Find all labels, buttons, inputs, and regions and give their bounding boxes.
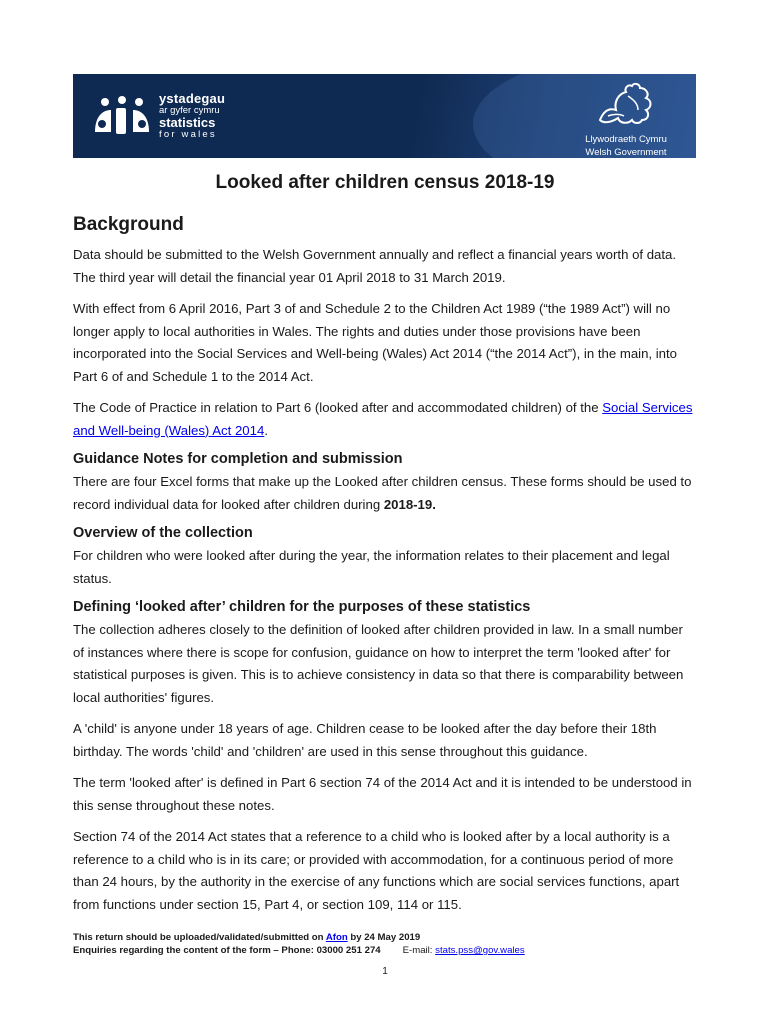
background-paragraph-3-text: The Code of Practice in relation to Part 6 (looked after and accommodated children) of the	[73, 400, 603, 415]
background-paragraph-3	[73, 397, 697, 442]
afon-link[interactable]: Afon	[325, 932, 348, 943]
page-footer	[73, 931, 697, 957]
footer-submission-text: This return should be uploaded/validated/submitted on	[73, 932, 326, 943]
defining-paragraph-1: The collection adheres closely to the definition of looked after children provided in law. In a small number of instances where there is scope for confusion, guidance on how to interpret the term 'looked after' for statistical purposes is given. This is to achieve consistency in data so that there is comparability between local authorities' figures.	[73, 622, 684, 705]
document-body	[73, 214, 697, 925]
footer-email	[403, 945, 525, 956]
social-services-act-link[interactable]: Social Services and Well-being (Wales) Act 2014	[73, 400, 693, 438]
defining-heading: Defining ‘looked after’ children for the purposes of these statistics	[73, 599, 531, 615]
background-paragraph-3-end: .	[264, 422, 268, 438]
welsh-government-logo	[576, 80, 676, 158]
guidance-paragraph-text: There are four Excel forms that make up the Looked after children census. These forms should be used to record individual data for looked after children during	[73, 474, 692, 512]
footer-submission-line	[73, 931, 697, 944]
background-heading: Background	[73, 214, 184, 235]
overview-paragraph: For children who were looked after during the year, the information relates to their placement and legal status.	[73, 548, 670, 586]
header-banner	[73, 74, 696, 158]
welsh-dragon-icon	[594, 80, 658, 128]
overview-heading: Overview of the collection	[73, 525, 253, 541]
gov-logo-text-cymraeg: Llywodraeth Cymru	[585, 134, 667, 145]
background-paragraph-2: With effect from 6 April 2016, Part 3 of and Schedule 2 to the Children Act 1989 (“the 1989 Act”) will no longer apply to local authorities in Wales. The rights and duties under those provisions have been incorporated into the Social Services and Well-being (Wales) Act 2014 (“the 2014 Act”), in the main, into Part 6 of and Schedule 1 to the 2014 Act.	[73, 301, 678, 384]
logo-text-ystadegau: ystadegau	[159, 91, 226, 107]
statistics-mark-icon	[91, 94, 153, 138]
logo-text-ar-gyfer-cymru: ar gyfer cymru	[159, 105, 220, 117]
defining-paragraph-4: Section 74 of the 2014 Act states that a reference to a child who is looked after by a local authority is a reference to a child who is in its care; or provided with accommodation, for a continuous period of more than 24 hours, by the authority in the exercise of any functions which are social services functions, apart from functions under section 15, Part 4, or section 109, 114 or 115.	[73, 829, 680, 912]
footer-email-label: E-mail:	[402, 945, 436, 956]
background-paragraph-1: Data should be submitted to the Welsh Government annually and reflect a financial years worth of data. The third year will detail the financial year 01 April 2018 to 31 March 2019.	[73, 247, 677, 285]
defining-paragraph-3: The term 'looked after' is defined in Part 6 section 74 of the 2014 Act and it is intended to be understood in this sense throughout these notes.	[73, 775, 692, 813]
logo-text-for-wales: for wales	[159, 128, 217, 140]
email-link[interactable]: stats.pss@gov.wales	[435, 945, 525, 956]
page-number: 1	[382, 966, 388, 977]
footer-enquiries-line	[73, 944, 697, 957]
guidance-heading: Guidance Notes for completion and submission	[73, 451, 403, 467]
footer-enquiries-text: Enquiries regarding the content of the form – Phone: 03000 251 274	[73, 945, 381, 956]
statistics-for-wales-logo	[91, 88, 225, 144]
document-title: Looked after children census 2018-19	[215, 172, 555, 193]
guidance-paragraph	[73, 471, 697, 516]
footer-submission-deadline: by 24 May 2019	[347, 932, 421, 943]
defining-paragraph-2: A 'child' is anyone under 18 years of age. Children cease to be looked after the day before their 18th birthday. The words 'child' and 'children' are used in this sense throughout this guidance.	[73, 721, 657, 759]
guidance-year: 2018-19.	[383, 496, 436, 512]
logo-text-statistics: statistics	[159, 115, 216, 130]
gov-logo-text-english: Welsh Government	[585, 146, 667, 158]
